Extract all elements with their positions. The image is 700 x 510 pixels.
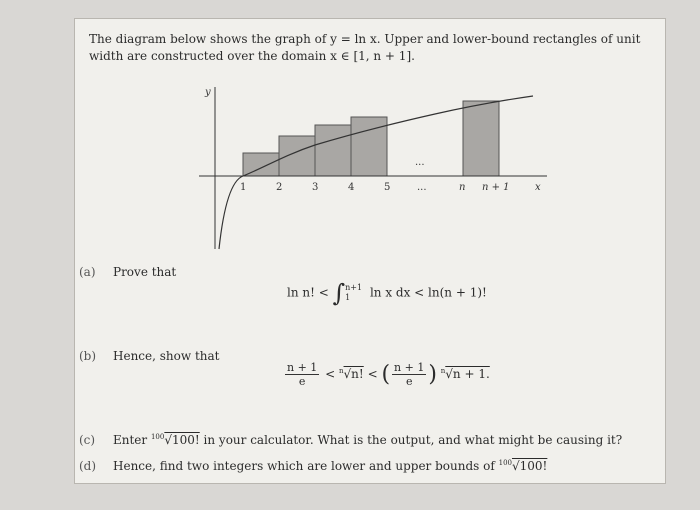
tick-n-plus-1: n + 1 bbox=[482, 182, 510, 193]
question-b-label: (b) bbox=[79, 349, 97, 363]
middle-dots: ... bbox=[415, 157, 425, 168]
less-than-1: < bbox=[325, 367, 336, 381]
question-c-before: Enter bbox=[113, 433, 151, 447]
less-than-2: < bbox=[367, 367, 378, 381]
question-d-label: (d) bbox=[79, 459, 97, 473]
tick-dots: ... bbox=[417, 182, 427, 193]
upper-limit: n+1 bbox=[345, 283, 363, 292]
inequality-a-right: ln x dx < ln(n + 1)! bbox=[369, 285, 487, 300]
inequality-a bbox=[287, 279, 487, 307]
fraction-1-den: e bbox=[298, 375, 306, 388]
question-a-label: (a) bbox=[79, 265, 96, 279]
question-c-index: 100 bbox=[150, 433, 165, 441]
tick-2: 2 bbox=[276, 182, 283, 193]
intro-line-2: width are constructed over the domain x ∈ [1, n + 1]. bbox=[89, 49, 415, 63]
fraction-1-num: n + 1 bbox=[287, 361, 318, 374]
question-c-label: (c) bbox=[79, 433, 96, 447]
y-axis-label: y bbox=[205, 87, 211, 98]
fraction-1 bbox=[285, 361, 319, 388]
intro-line-1: The diagram below shows the graph of y = ln x. Upper and lower-bound rectangles of unit bbox=[89, 32, 641, 46]
root-2-index: n bbox=[440, 367, 446, 375]
tick-4: 4 bbox=[348, 182, 355, 193]
question-c-after: in your calculator. What is the output, and what might be causing it? bbox=[199, 433, 623, 447]
tick-5: 5 bbox=[384, 182, 391, 193]
ln-x-diagram bbox=[195, 83, 555, 253]
fraction-2-num: n + 1 bbox=[394, 361, 425, 374]
x-axis-label: x bbox=[535, 182, 541, 193]
intro-text bbox=[89, 31, 659, 65]
fraction-2-den: e bbox=[405, 375, 413, 388]
right-paren: ) bbox=[428, 362, 437, 387]
worksheet bbox=[74, 18, 666, 484]
integral-limits bbox=[345, 283, 362, 303]
tick-3: 3 bbox=[312, 182, 319, 193]
root-2: √n + 1. bbox=[445, 367, 490, 381]
left-paren: ( bbox=[381, 362, 391, 387]
root-1-index: n bbox=[339, 367, 344, 375]
question-d-expr: √100! bbox=[511, 459, 548, 473]
question-d-before: Hence, find two integers which are lower and upper bounds of bbox=[113, 459, 499, 473]
question-c-expr: √100! bbox=[164, 433, 200, 447]
tick-1: 1 bbox=[240, 182, 247, 193]
rect-4-5 bbox=[351, 117, 387, 176]
root-1: √n! bbox=[343, 367, 364, 381]
rect-1-2-lower bbox=[243, 153, 279, 176]
question-b-text: Hence, show that bbox=[113, 349, 220, 363]
tick-n: n bbox=[459, 182, 466, 193]
question-a-text: Prove that bbox=[113, 265, 177, 279]
rect-2-3 bbox=[279, 136, 315, 176]
question-c-text bbox=[113, 433, 622, 447]
question-d-index: 100 bbox=[498, 459, 512, 467]
rect-3-4 bbox=[315, 125, 351, 176]
question-d-text bbox=[113, 459, 547, 473]
inequality-b bbox=[283, 361, 490, 388]
lower-limit: 1 bbox=[345, 293, 351, 302]
integral-sign: ∫ bbox=[332, 279, 346, 307]
rect-n-n1 bbox=[463, 101, 499, 176]
fraction-2 bbox=[392, 361, 426, 388]
inequality-a-left: ln n! < bbox=[287, 285, 329, 300]
